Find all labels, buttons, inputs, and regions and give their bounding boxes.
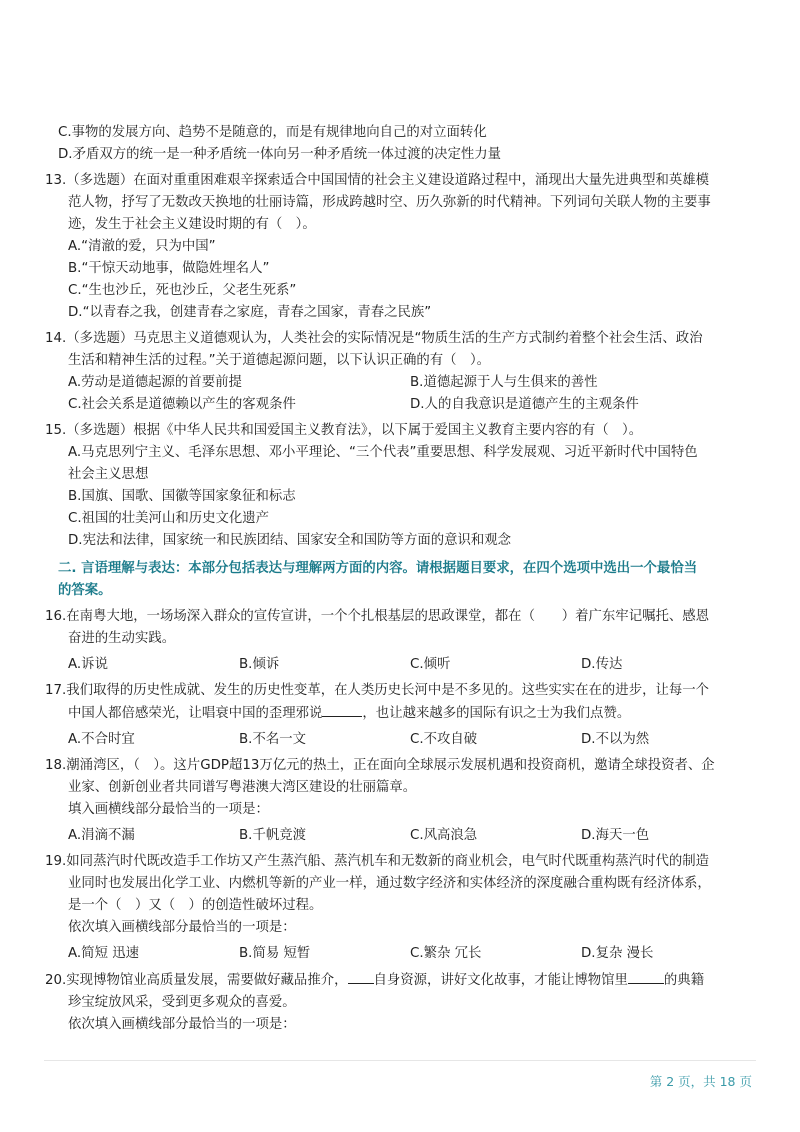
q20-line1	[45, 969, 758, 992]
q19-option-c: C.繁杂 冗长	[410, 946, 482, 961]
q17-line1: 17.我们取得的历史性成就、发生的历史性变革，在人类历史长河中是不多见的。这些实实在在的进步，让每一个	[45, 683, 710, 698]
question-15	[45, 420, 758, 552]
prev-option-d: D.矛盾双方的统一是一种矛盾统一体向另一种矛盾统一体过渡的决定性力量	[58, 147, 502, 162]
q19-option-a: A.简短 迅速	[68, 946, 139, 961]
section-heading	[58, 558, 758, 602]
q20-line2: 珍宝绽放风采，受到更多观众的喜爱。	[68, 995, 296, 1010]
q20-blank-2	[628, 969, 664, 984]
q17-line2	[58, 702, 758, 725]
q20-line1-part1: 20.实现博物馆业高质量发展，需要做好藏品推介，	[45, 973, 348, 988]
q14-option-c: C.社会关系是道德赖以产生的客观条件	[68, 397, 296, 412]
q17-option-b: B.不名一文	[239, 732, 307, 747]
q19-line2: 业同时也发展出化学工业、内燃机等新的产业一样，通过数字经济和实体经济的深度融合重构既有经济体系，	[68, 876, 711, 891]
q14-option-a: A.劳动是道德起源的首要前提	[68, 375, 242, 390]
prev-option-c: C.事物的发展方向、趋势不是随意的，而是有规律地向自己的对立面转化	[58, 125, 487, 140]
q16-line2: 奋进的生动实践。	[68, 631, 176, 646]
q15-option-b: B.国旗、国歌、国徽等国家象征和标志	[68, 489, 296, 504]
q13-option-c: C.“生也沙丘，死也沙丘，父老生死系”	[68, 283, 297, 298]
q19-options	[58, 943, 758, 965]
q19-line1: 19.如同蒸汽时代既改造手工作坊又产生蒸汽船、蒸汽机车和无数新的商业机会，电气时代既重构蒸汽时代的制造	[45, 854, 710, 869]
q18-line2: 业家、创新创业者共同谱写粤港澳大湾区建设的壮丽篇章。	[68, 780, 417, 795]
q19-option-b: B.简易 短暂	[239, 946, 311, 961]
q19-option-d: D.复杂 漫长	[581, 946, 654, 961]
q17-option-a: A.不合时宜	[68, 732, 135, 747]
question-18	[45, 755, 758, 847]
q13-option-a: A.“清澈的爱，只为中国”	[68, 239, 216, 254]
q19-line3: 是一个（ ）又（ ）的创造性破坏过程。	[68, 898, 323, 913]
q15-line1: 15.（多选题）根据《中华人民共和国爱国主义教育法》，以下属于爱国主义教育主要内容的有（ ）。	[45, 423, 643, 438]
q17-option-d: D.不以为然	[581, 732, 650, 747]
question-13	[45, 170, 758, 324]
q16-line1: 16.在南粤大地，一场场深入群众的宣传宣讲，一个个扎根基层的思政课堂，都在（ ）着广东牢记嘱托、感恩	[45, 609, 710, 624]
q16-options	[58, 654, 758, 676]
section-heading-line1: 二. 言语理解与表达：本部分包括表达与理解两方面的内容。请根据题目要求，在四个选项中选出一个最恰当	[58, 561, 698, 576]
q16-option-a: A.诉说	[68, 657, 108, 672]
q17-option-c: C.不攻自破	[410, 732, 478, 747]
q14-option-b: B.道德起源于人与生俱来的善性	[410, 375, 598, 390]
q15-option-a-line2: 社会主义思想	[68, 467, 149, 482]
question-14	[45, 328, 758, 416]
page-number: 第 2 页，共 18 页	[649, 1074, 752, 1089]
q18-option-c: C.风高浪急	[410, 828, 478, 843]
question-19	[45, 851, 758, 965]
q17-blank	[322, 702, 362, 717]
q18-option-b: B.千帆竞渡	[239, 828, 307, 843]
q20-line1-part3: 的典籍	[663, 973, 705, 988]
q18-option-a: A.涓滴不漏	[68, 828, 135, 843]
q16-option-c: C.倾听	[410, 657, 451, 672]
section-heading-line2: 的答案。	[58, 583, 112, 598]
q17-line2-part1: 中国人都倍感荣光，让唱衰中国的歪理邪说	[68, 706, 323, 721]
q17-options	[58, 729, 758, 751]
q16-option-d: D.传达	[581, 657, 623, 672]
q15-option-d: D.宪法和法律，国家统一和民族团结、国家安全和国防等方面的意识和观念	[68, 533, 512, 548]
q18-line1: 18.潮涌湾区，（ ）。这片GDP超13万亿元的热土，正在面向全球展示发展机遇和投资商机，邀请全球投资者、企	[45, 758, 715, 773]
question-20	[45, 969, 758, 1036]
q20-blank-1	[348, 969, 374, 984]
q18-prompt: 填入画横线部分最恰当的一项是：	[68, 802, 269, 817]
q18-option-d: D.海天一色	[581, 828, 650, 843]
question-17	[45, 680, 758, 751]
q20-prompt: 依次填入画横线部分最恰当的一项是：	[68, 1017, 296, 1032]
q18-options	[58, 825, 758, 847]
q13-option-b: B.“干惊天动地事，做隐姓埋名人”	[68, 261, 270, 276]
q16-option-b: B.倾诉	[239, 657, 280, 672]
footer-divider	[44, 1060, 756, 1061]
q17-line2-part2: ，也让越来越多的国际有识之士为我们点赞。	[362, 706, 631, 721]
q13-option-d: D.“以青春之我，创建青春之家庭，青春之国家，青春之民族”	[68, 305, 432, 320]
q19-prompt: 依次填入画横线部分最恰当的一项是：	[68, 920, 296, 935]
q14-options-row1	[58, 372, 758, 394]
q20-line1-part2: 自身资源，讲好文化故事，才能让博物馆里	[373, 973, 628, 988]
q14-options-row2	[58, 394, 758, 416]
q13-line1: 13.（多选题）在面对重重困难艰辛探索适合中国国情的社会主义建设道路过程中，涌现出大量先进典型和英雄模	[45, 173, 710, 188]
q14-option-d: D.人的自我意识是道德产生的主观条件	[410, 397, 639, 412]
question-16	[45, 606, 758, 676]
q14-line2: 生活和精神生活的过程。”关于道德起源问题，以下认识正确的有（ ）。	[68, 353, 491, 368]
q14-line1: 14.（多选题）马克思主义道德观认为，人类社会的实际情况是“物质生活的生产方式制约着整个社会生活、政治	[45, 331, 703, 346]
document-body	[45, 122, 758, 1036]
q15-option-a-line1: A.马克思列宁主义、毛泽东思想、邓小平理论、“三个代表”重要思想、科学发展观、习近平新时代中国特色	[68, 445, 698, 460]
q15-option-c: C.祖国的壮美河山和历史文化遗产	[68, 511, 270, 526]
q13-line2: 范人物，抒写了无数改天换地的壮丽诗篇，形成跨越时空、历久弥新的时代精神。下列词句关联人物的主要事	[68, 195, 711, 210]
q13-line3: 迹，发生于社会主义建设时期的有（ ）。	[68, 217, 316, 232]
